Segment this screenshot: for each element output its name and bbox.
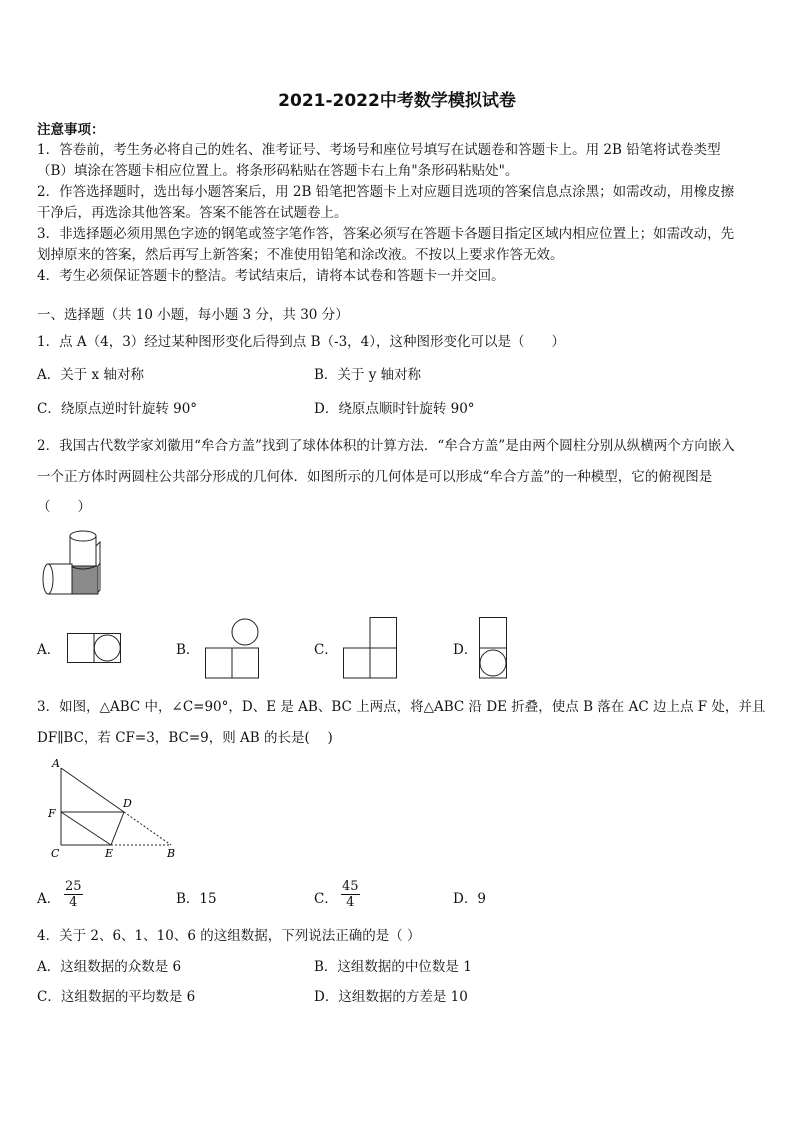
q3-line: DF∥BC，若 CF=3，BC=9，则 AB 的长是( ) (37, 730, 333, 746)
notice-heading: 注意事项： (37, 122, 105, 138)
q3-option-c: C． (314, 891, 338, 907)
q4-option-d: D．这组数据的方差是 10 (314, 989, 468, 1005)
fraction-numerator: 45 (342, 879, 359, 894)
q2-option-c-figure (343, 617, 397, 679)
notice-line: 3．非选择题必须用黑色字迹的钢笔或签字笔作答，答案必须写在答题卡各题目指定区域内相应位置上；如需改动，先 (37, 226, 735, 242)
point-label-c: C (51, 847, 60, 860)
point-label-a: A (52, 757, 60, 770)
q3-triangle-figure (44, 756, 184, 862)
q1-option-d: D．绕原点顺时针旋转 90° (314, 401, 475, 417)
q2-model-figure (40, 528, 110, 600)
q4-option-a: A．这组数据的众数是 6 (37, 959, 182, 975)
point-label-f: F (48, 807, 56, 820)
q2-line: 一个正方体时两圆柱公共部分形成的几何体．如图所示的几何体是可以形成“牟合方盖”的一种模型，它的俯视图是 (37, 469, 713, 485)
q4-option-b: B．这组数据的中位数是 1 (314, 959, 472, 975)
q4-stem: 4．关于 2、6、1、10、6 的这组数据，下列说法正确的是（ ） (37, 928, 421, 944)
notice-line: 4．考生必须保证答题卡的整洁。考试结束后，请将本试卷和答题卡一并交回。 (37, 268, 505, 284)
page-title: 2021-2022中考数学模拟试卷 (278, 91, 516, 111)
notice-line: 2．作答选择题时，选出每小题答案后，用 2B 铅笔把答题卡上对应题目选项的答案信息点涂黑；如需改动，用橡皮擦 (37, 184, 735, 200)
point-label-d: D (123, 797, 132, 810)
notice-line: 1．答卷前，考生务必将自己的姓名、准考证号、考场号和座位号填写在试题卷和答题卡上。用 2B 铅笔将试卷类型 (37, 142, 721, 158)
q2-option-b: B． (176, 642, 200, 658)
point-label-b: B (167, 847, 176, 860)
q3-option-c-fraction (341, 879, 360, 910)
q1-option-c: C．绕原点逆时针旋转 90° (37, 401, 198, 417)
q2-option-d: D． (453, 642, 478, 658)
notice-line: 干净后，再选涂其他答案。答案不能答在试题卷上。 (37, 205, 348, 221)
q3-option-a-fraction (64, 879, 83, 910)
q2-option-a: A． (37, 642, 61, 658)
point-label-e: E (105, 847, 114, 860)
fraction-denominator: 4 (346, 895, 355, 910)
q2-option-d-figure (479, 617, 507, 679)
fraction-numerator: 25 (65, 879, 82, 894)
q2-line: 2．我国古代数学家刘徽用“牟合方盖”找到了球体体积的计算方法．“牟合方盖”是由两个圆柱分别从纵横两个方向嵌入 (37, 438, 735, 454)
q2-line: （ ） (37, 499, 91, 515)
fraction-denominator: 4 (69, 895, 78, 910)
q3-option-d: D．9 (453, 891, 486, 907)
q2-option-b-figure (205, 617, 259, 679)
notice-line: （B）填涂在答题卡相应位置上。将条形码粘贴在答题卡右上角"条形码粘贴处"。 (37, 163, 519, 179)
q3-option-a: A． (37, 891, 61, 907)
q2-option-c: C． (314, 642, 338, 658)
q2-option-a-figure (67, 633, 121, 663)
q4-option-c: C．这组数据的平均数是 6 (37, 989, 196, 1005)
section-heading: 一、选择题（共 10 小题，每小题 3 分，共 30 分） (37, 307, 349, 323)
notice-line: 划掉原来的答案，然后再写上新答案；不准使用铅笔和涂改液。不按以上要求作答无效。 (37, 247, 564, 263)
q1-option-b: B．关于 y 轴对称 (314, 367, 422, 383)
q1-stem: 1．点 A（4，3）经过某种图形变化后得到点 B（-3，4），这种图形变化可以是（ ） (37, 334, 566, 350)
q3-line: 3．如图，△ABC 中，∠C=90°，D、E 是 AB、BC 上两点，将△ABC 沿 DE 折叠，使点 B 落在 AC 边上点 F 处，并且 (37, 699, 766, 715)
q3-option-b: B．15 (176, 891, 217, 907)
q1-option-a: A．关于 x 轴对称 (37, 367, 144, 383)
